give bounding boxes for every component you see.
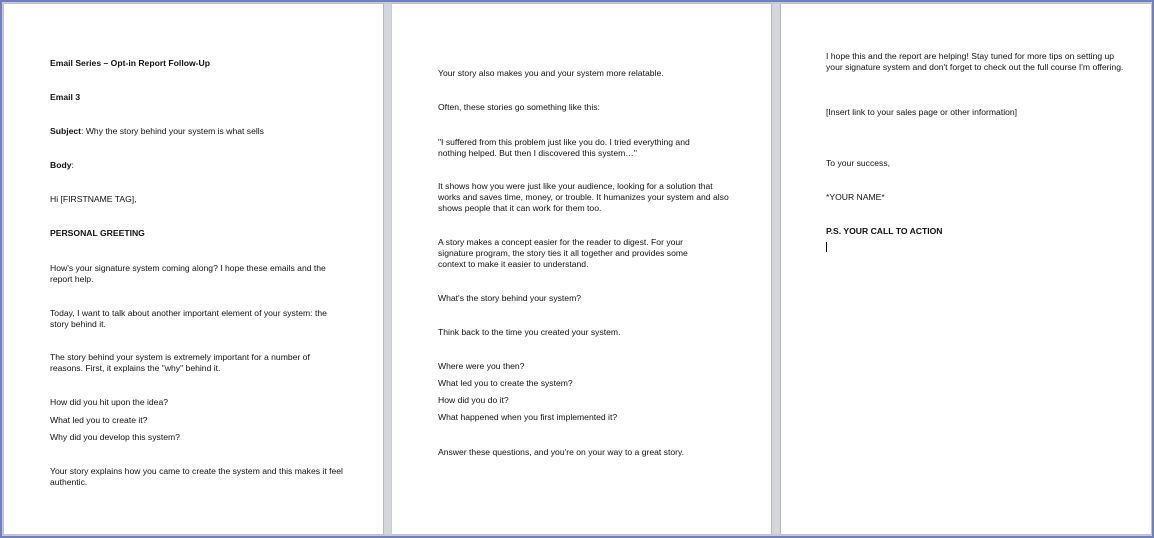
question: How did you hit upon the idea? — [50, 397, 169, 407]
question: How did you do it? — [438, 395, 509, 405]
postscript: P.S. YOUR CALL TO ACTION — [826, 226, 943, 236]
paragraph: I hope this and the report are helping! Stay tuned for more tips on setting up your signature system and don't forget to check out the full course I'm offering. — [826, 51, 1124, 72]
paragraph: Answer these questions, and you're on your way to a great story. — [438, 447, 685, 457]
paragraph: Your story also makes you and your system more relatable. — [438, 68, 664, 78]
paragraph: How's your signature system coming along? I hope these emails and the report help. — [50, 263, 326, 284]
question: What led you to create it? — [50, 415, 148, 425]
document-page-3[interactable] — [781, 4, 1151, 534]
quote: "I suffered from this problem just like you do. I tried everything and nothing helped. But then I discovered this system…" — [438, 137, 690, 158]
paragraph: What's the story behind your system? — [438, 293, 582, 303]
paragraph: The story behind your system is extremely important for a number of reasons. First, it explains the "why" behind it. — [50, 352, 310, 373]
page-gutter — [771, 4, 781, 534]
question: Where were you then? — [438, 361, 525, 371]
body-colon: : — [71, 160, 74, 170]
email-number: Email 3 — [50, 92, 81, 102]
greeting: Hi [FIRSTNAME TAG], — [50, 194, 137, 204]
personal-greeting: PERSONAL GREETING — [50, 228, 145, 238]
paragraph: Today, I want to talk about another important element of your system: the story behind it. — [50, 308, 327, 329]
paragraph: Think back to the time you created your system. — [438, 327, 621, 337]
paragraph: Often, these stories go something like this: — [438, 102, 600, 112]
paragraph: Your story explains how you came to create the system and this makes it feel authentic. — [50, 466, 343, 487]
body-label: Body — [50, 160, 72, 170]
document-page-1[interactable] — [4, 4, 383, 534]
document-page-2[interactable] — [392, 4, 771, 534]
subject-line — [50, 126, 350, 137]
series-title: Email Series – Opt-in Report Follow-Up — [50, 58, 210, 68]
closing: To your success, — [826, 158, 890, 168]
body-line — [50, 160, 350, 171]
paragraph: It shows how you were just like your audience, looking for a solution that works and saves time, money, or trouble. It humanizes your system and also shows people that it can work for them too. — [438, 181, 729, 213]
question: What happened when you first implemented it? — [438, 412, 618, 422]
paragraph: A story makes a concept easier for the reader to digest. For your signature program, the story ties it all together and provides some context to make it easier to understand. — [438, 237, 688, 269]
question: Why did you develop this system? — [50, 432, 180, 442]
signature-name: *YOUR NAME* — [826, 192, 885, 202]
subject-text: : Why the story behind your system is what sells — [81, 126, 264, 136]
text-cursor — [826, 242, 827, 252]
subject-label: Subject — [50, 126, 82, 136]
question: What led you to create the system? — [438, 378, 573, 388]
sales-link-placeholder: [Insert link to your sales page or other information] — [826, 107, 1018, 117]
